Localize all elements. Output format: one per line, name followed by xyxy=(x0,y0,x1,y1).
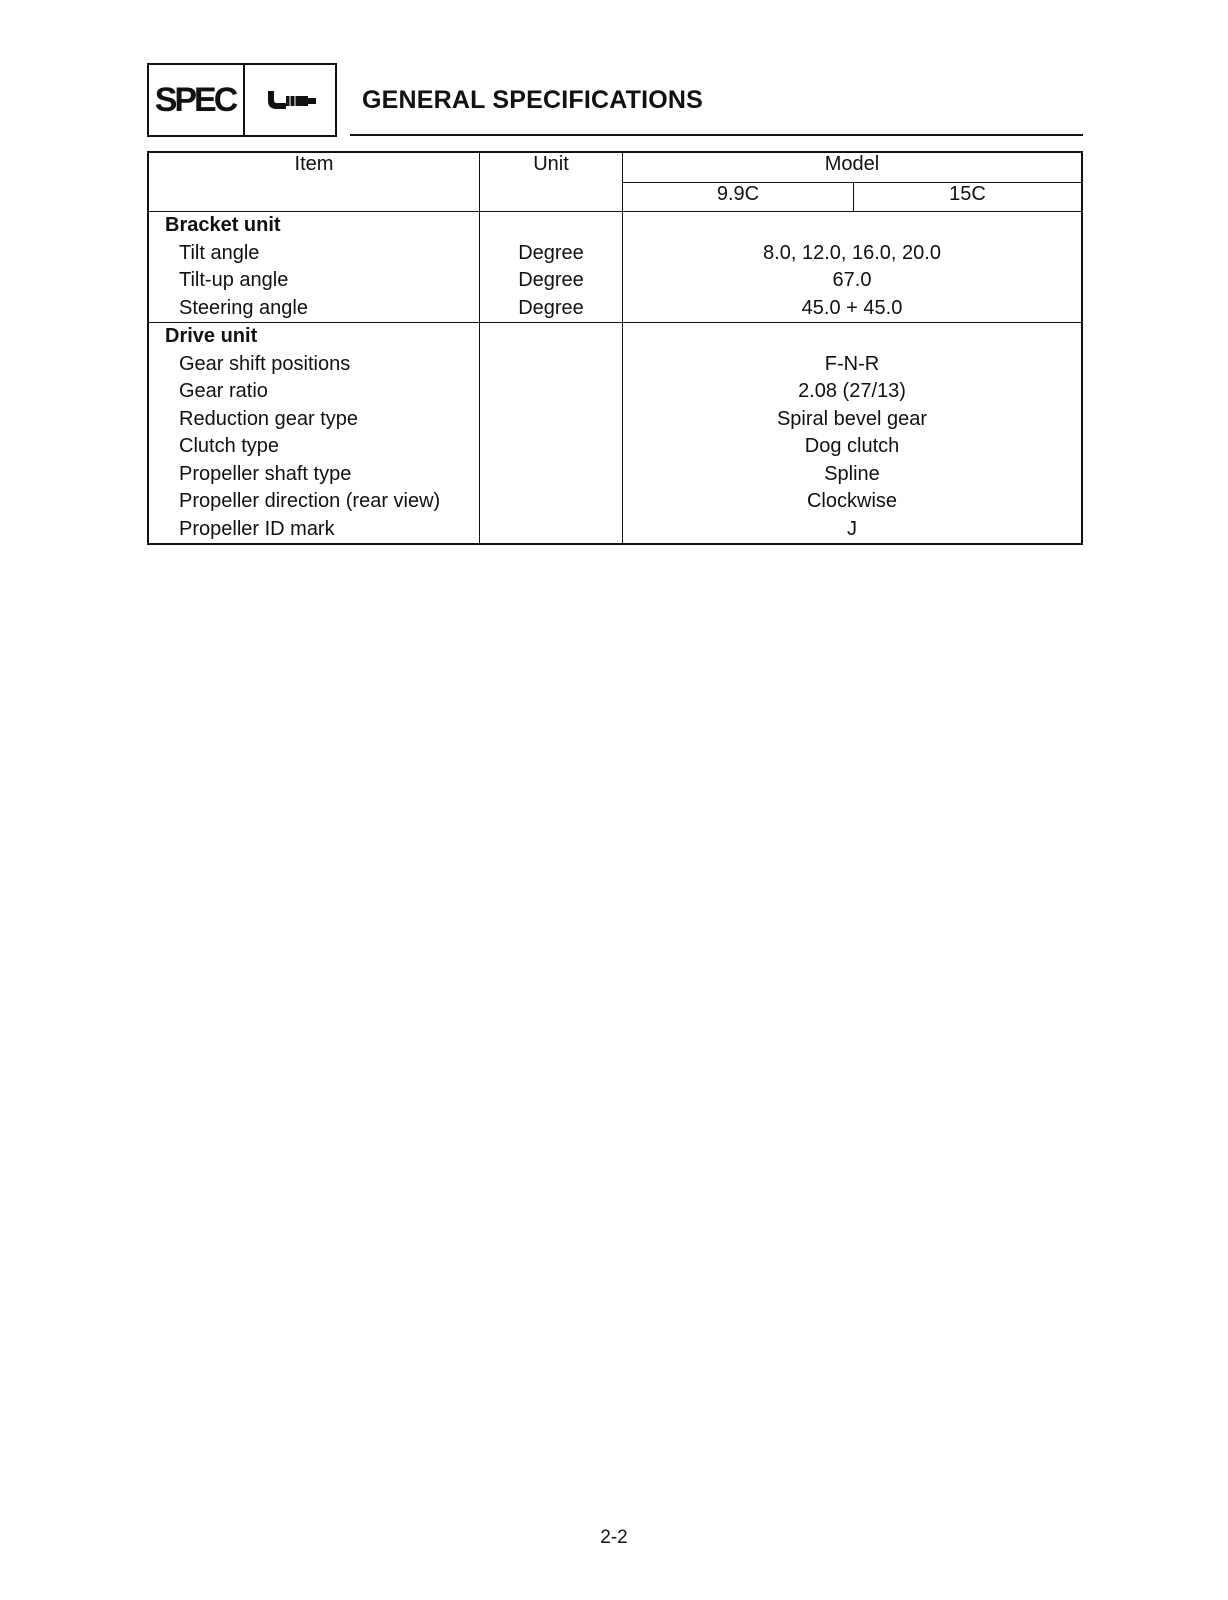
table-header-row xyxy=(148,152,1082,183)
header-model-9-9c: 9.9C xyxy=(623,183,854,212)
unit-label: Degree xyxy=(518,241,584,264)
spec-value: Dog clutch xyxy=(804,435,900,457)
bracket-unit-items xyxy=(148,212,480,323)
item-label: Steering angle xyxy=(179,296,308,319)
item-label: Reduction gear type xyxy=(179,407,359,430)
item-label: Gear ratio xyxy=(179,380,268,402)
spec-value: J xyxy=(847,517,857,540)
spec-value: F-N-R xyxy=(824,352,880,375)
title-divider xyxy=(350,134,1083,136)
drive-unit-items xyxy=(148,323,480,545)
drive-unit-values xyxy=(623,323,1083,545)
item-label: Propeller ID mark xyxy=(179,517,335,540)
item-label: Tilt-up angle xyxy=(179,269,289,291)
bracket-unit-section xyxy=(148,212,1082,323)
header-item: Item xyxy=(148,152,480,212)
page-title: GENERAL SPECIFICATIONS xyxy=(362,86,704,114)
unit-label: Degree xyxy=(518,296,584,319)
spec-value: 45.0 + 45.0 xyxy=(801,296,903,319)
group-title: Drive unit xyxy=(165,325,258,347)
item-label: Clutch type xyxy=(179,435,280,457)
spec-value: 2.08 (27/13) xyxy=(798,380,906,402)
spec-section-badge xyxy=(147,63,337,137)
bracket-unit-units xyxy=(480,212,623,323)
micrometer-icon xyxy=(245,65,335,135)
spec-value: 67.0 xyxy=(832,269,872,291)
item-label: Propeller shaft type xyxy=(179,462,352,485)
header-model-15c: 15C xyxy=(949,183,986,205)
spec-value: Clockwise xyxy=(806,490,898,512)
bracket-unit-values xyxy=(623,212,1083,323)
drive-unit-section xyxy=(148,323,1082,545)
spec-label: SPEC xyxy=(149,65,245,135)
spec-value: Spiral bevel gear xyxy=(776,407,928,430)
header-unit: Unit xyxy=(480,152,623,212)
page-number: 2-2 xyxy=(600,1527,628,1548)
drive-unit-units xyxy=(480,323,623,545)
specifications-table xyxy=(147,151,1083,545)
header-model: Model xyxy=(623,152,1083,183)
item-label: Gear shift positions xyxy=(179,352,351,375)
group-title: Bracket unit xyxy=(165,214,281,236)
item-label: Propeller direction (rear view) xyxy=(179,490,441,512)
item-label: Tilt angle xyxy=(179,241,260,264)
unit-label: Degree xyxy=(518,269,584,291)
spec-value: 8.0, 12.0, 16.0, 20.0 xyxy=(763,241,941,264)
spec-value: Spline xyxy=(824,462,880,485)
